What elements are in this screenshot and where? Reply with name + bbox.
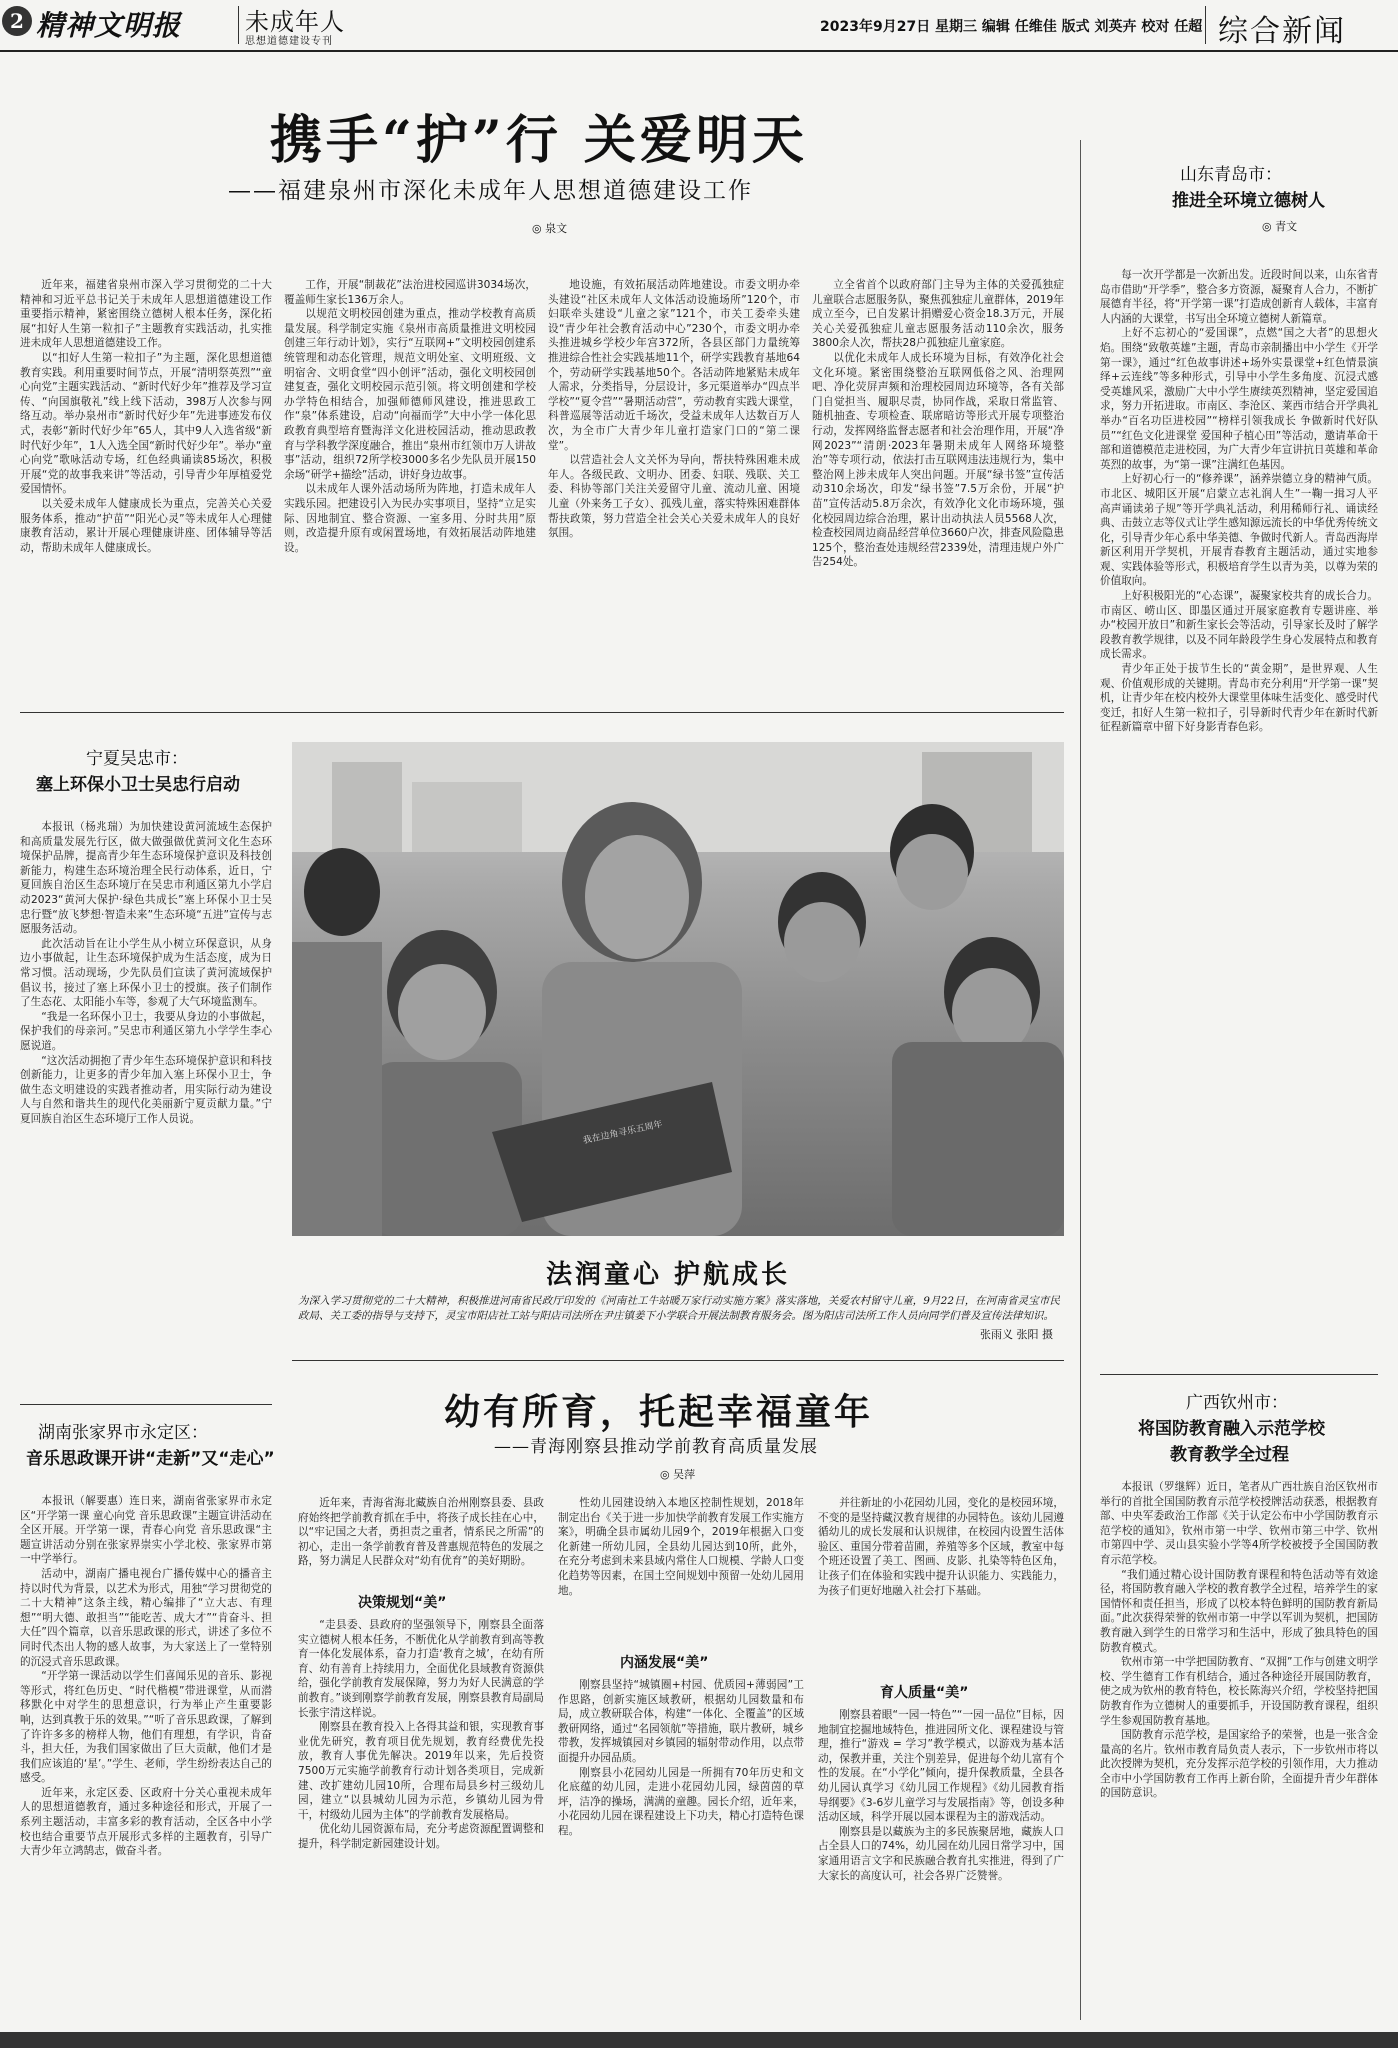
ningxia-body <box>20 820 272 1396</box>
guangxi-head-2b: 教育教学全过程 <box>1170 1445 1289 1465</box>
paragraph: 钦州市第一中学把国防教育、“双拥”工作与创建文明学校、学生德育工作有机结合，通过各种途径开展国防教育，使之成为钦州的教育特色，校长陈海兴介绍，学校坚持把国防教育作为立德树人的重要抓手，开设国防教育课程，组织学生参观国防教育基地。 <box>1100 1656 1378 1727</box>
guangxi-top-rule <box>1100 1374 1378 1375</box>
qinghai-top-rule <box>292 1360 1064 1361</box>
section-divider <box>1205 6 1206 44</box>
paragraph: 刚察县在教育投入上各得其益和银，实现教育事业优先研究，教育项目优先规划，教育经费优先投放，教育人事优先解决。2019年以来，先后投资7500万元实施学前教育行动计划各类项目，完成新建、改扩建幼儿园10所，合理布局县乡村三级幼儿园，建立“以县城幼儿园为示范，乡镇幼儿园为骨干，村级幼儿园为主体”的学前教育发展格局。 <box>298 1721 544 1821</box>
lead-title: 携手“护”行 关爱明天 <box>270 110 808 171</box>
column-brand: 未成年人 <box>245 8 345 36</box>
qinghai-col3-body <box>818 1708 1064 2028</box>
paragraph: 以关爱未成年人健康成长为重点，完善关心关爱服务体系，推动“护苗”“阳光心灵”等未成年人心理健康教育活动，累计开展心理健康讲座、团体辅导等活动，帮助未成年人健康成长。 <box>20 497 272 554</box>
paragraph: 本报讯（杨兆瑞）为加快建设黄河流域生态保护和高质量发展先行区，做大做强做优黄河文化生态环境保护品牌，提高青少年生态环境保护意识及科技创新能力，构建生态环境治理全民行动体系，近日，宁夏回族自治区生态环境厅在吴忠市利通区第九小学启动2023“黄河大保护·绿色共成长”塞上环保小卫士吴忠行暨“放飞梦想·智造未来”生态环境“五进”宣传与志愿服务活动。 <box>20 821 272 936</box>
paragraph: 近年来，福建省泉州市深入学习贯彻党的二十大精神和习近平总书记关于未成年人思想道德建设工作重要指示精神，紧密围绕立德树人根本任务，深化拓展“扣好人生第一粒扣子”主题教育实践活动，扎实推进未成年人思想道德建设工作。 <box>20 279 272 350</box>
paragraph: “我是一名环保小卫士，我要从身边的小事做起，保护我们的母亲河。”吴忠市利通区第九小学学生李心愿说道。 <box>20 1010 272 1052</box>
shandong-byline: ◎ 青文 <box>1262 220 1298 233</box>
hunan-top-rule <box>20 1404 272 1405</box>
page-footer-bar <box>0 2032 1398 2048</box>
paragraph: 每一次开学都是一次新出发。近段时间以来，山东省青岛市借助“开学季”，整合多方资源，凝聚育人合力，不断扩展德育半径，将“开学第一课”打造成创新育人载体，丰富育人内涵的大课堂，书写出全环境立德树人新篇章。 <box>1100 269 1378 325</box>
photo-illustration <box>292 742 1064 1236</box>
news-photo <box>292 742 1064 1236</box>
shandong-head-1: 山东青岛市： <box>1180 165 1282 185</box>
paragraph: 以营造社会人文关怀为导向，帮扶特殊困难未成年人。各级民政、文明办、团委、妇联、残联、关工委、科协等部门关注关爱留守儿童、流动儿童、困境儿童（外来务工子女）、孤残儿童，落实特殊困难群体帮扶政策，努力营造全社会关心关爱未成年人的良好氛围。 <box>548 454 800 540</box>
guangxi-head-1: 广西钦州市： <box>1186 1393 1288 1413</box>
masthead <box>0 0 1398 52</box>
hunan-head-2: 音乐思政课开讲“走新”又“走心” <box>26 1449 275 1469</box>
hunan-head-1: 湖南张家界市永定区： <box>38 1423 208 1443</box>
paragraph: 近年来，永定区委、区政府十分关心重视未成年人的思想道德教育，通过多种途径和形式，开展了一系列主题活动，丰富多彩的教育活动，全区各中小学校也结合重要节点开展形式多样的主题教育，引导广大青少年立鸿鹄志，做奋斗者。 <box>20 1786 272 1858</box>
guangxi-head-2a: 将国防教育融入示范学校 <box>1138 1419 1325 1439</box>
qinghai-title: 幼有所育，托起幸福童年 <box>444 1391 874 1433</box>
newspaper-brand: 精神文明报 <box>36 9 182 42</box>
lead-byline: ◎ 泉文 <box>532 222 568 235</box>
paragraph: 本报讯（解要惠）连日来，湖南省张家界市永定区“开学第一课 童心向党 音乐思政课”主题宣讲活动在全区开展。开学第一课，青春心向党 音乐思政课“主题宣讲活动分别在张家界崇实小学北校、张家界市第一中学举行。 <box>20 1495 272 1566</box>
paragraph: 工作，开展“制裁花”法治进校园巡讲3034场次，覆盖师生家长136万余人。 <box>284 279 536 306</box>
ningxia-head-1: 宁夏吴忠市： <box>86 749 188 769</box>
paragraph: 立全省首个以政府部门主导为主体的关爱孤独症儿童联合志愿服务队，聚焦孤独症儿童群体，2019年成立至今，已自发累计捐赠爱心资金18.3万元，开展关心关爱孤独症儿童志愿服务活动110余次，服务3800余人次，帮扶28户孤独症儿童家庭。 <box>812 279 1064 350</box>
qinghai-col1-top <box>298 1496 544 1586</box>
paragraph: “走县委、县政府的坚强领导下，刚察县全面落实立德树人根本任务，不断优化从学前教育到高等教育一体化发展体系，奋力打造‘教育之城’，在幼有所育、幼有善育上持续用力，全面优化县域教育资源供给，强化学前教育发展保障，努力为好人民满意的学前教育。”谈到刚察学前教育发展，刚察县教育局副局长张宇清这样说。 <box>298 1619 544 1719</box>
page-number: 2 <box>2 6 32 36</box>
qinghai-col2-body <box>558 1678 804 2028</box>
photo-caption-title: 法润童心 护航成长 <box>546 1260 791 1290</box>
paragraph: 国防教育示范学校，是国家给予的荣誉，也是一张含金量高的名片。钦州市教育局负责人表示，下一步钦州市将以此次授牌为契机，充分发挥示范学校的引领作用，大力推动全市中小学国防教育工作再上新台阶，全面提升青少年群体的国防意识。 <box>1100 1729 1378 1800</box>
masthead-divider <box>238 6 239 44</box>
lead-subtitle: ——福建泉州市深化未成年人思想道德建设工作 <box>228 178 753 204</box>
paragraph: 本报讯（罗继辉）近日，笔者从广西壮族自治区钦州市举行的首批全国国防教育示范学校授牌活动获悉，根据教育部、中央军委政治工作部《关于认定公布中小学国防教育示范学校的通知》，钦州市第一中学、钦州市第三中学、钦州市第四中学、灵山县实验小学等4所学校被授予全国国防教育示范学校。 <box>1100 1481 1378 1566</box>
paragraph: 上好不忘初心的“爱国课”，点燃“国之大者”的思想火焰。围绕“致敬英雄”主题，青岛市亲制播出中小学生《开学第一课》，通过“红色故事讲述+场外实景课堂+红色情景演绎+云连线”等多种形式，引导中小学生多角度、沉浸式感受英雄风采，激励广大中小学生赓续英烈精神，坚定爱国追求，努力开拓进取。市南区、李沧区、莱西市结合开学典礼举办“百名功臣进校园”“榜样引领我成长 争做新时代好队员”“红色文化进课堂 爱国种子植心田”等活动，邀请革命干部和道德模范走进校园，为广大青少年宣讲抗日英雄和革命英烈的故事，为“第一课”注满红色基因。 <box>1100 327 1378 471</box>
paragraph: 近年来，青海省海北藏族自治州刚察县委、县政府始终把学前教育抓在手中，将孩子成长挂在心中，以“牢记国之大者，勇担责之重者，情系民之所需”的初心，走出一条学前教育普及普惠规范特色的发展之路，努力满足人民群众对“幼有优育”的美好期盼。 <box>298 1497 544 1568</box>
paragraph: 上好初心行一的“修养课”，涵养崇德立身的精神气质。市北区、城阳区开展“启蒙立志礼润人生”一鞠一揖习人平 高声诵读弟子规”等开学典礼活动，利用稀师行礼、诵读经典、击鼓立志等仪式让学生感知源远流长的中华优秀传统文化，引导青少年心系中华美德、争做时代新人。青岛西海岸新区利用开学契机，开展青春教育主题活动，通过实地参观、实践体验等形式，积极培育学生以青为美，以尊为荣的价值取向。 <box>1100 473 1378 588</box>
paragraph: 刚察县是以藏族为主的多民族聚居地，藏族人口占全县人口的74%，幼儿园在幼儿园日常学习中，国家通用语言文字和民族融合教育扎实推进，得到了广大家长的高度认可，社会各界广泛赞誉。 <box>818 1825 1064 1882</box>
shandong-body <box>1100 268 1378 1366</box>
shandong-head-2: 推进全环境立德树人 <box>1172 191 1325 211</box>
paragraph: “这次活动拥抱了青少年生态环境保护意识和科技创新能力，让更多的青少年加入塞上环保小卫士，争做生态文明建设的实践者推动者，用实际行动为建设人与自然和谐共生的现代化美丽新宁夏贡献力量。”宁夏回族自治区生态环境厅工作人员说。 <box>20 1054 272 1125</box>
paragraph: 并往新址的小花园幼儿园，变化的是校园环境，不变的是坚持藏汉教育规律的办园特色。该幼儿园遵循幼儿的成长发展和认识规律，在校园内设置生活体验区、重国分带着苗圃，养殖等多个区域，教室中每个班还设置了美工、图画、皮影、扎染等特色区角，让孩子们在体验和实践中提升认识能力、实践能力，为孩子们更好地融入社会打下基础。 <box>818 1497 1064 1597</box>
hunan-body <box>20 1494 272 2026</box>
paragraph: 活动中，湖南广播电视台广播传媒中心的播音主持以时代为背景，以艺术为形式，用独“学习贯彻党的二十大精神”这条主线，精心编排了“立大志、有理想”“明大德、敢担当”“能吃苦、成大才”“肯奋斗、担大任”四个篇章，以音乐思政课的形式，讲述了多位不同时代杰出人物的感人故事，为大家送上了一堂特别的沉浸式音乐思政课。 <box>20 1567 272 1668</box>
photo-caption: 为深入学习贯彻党的二十大精神，积极推进河南省民政厅印发的《河南社工牛站暖万家行动实施方案》落实落地，关爱农村留守儿童，9月22日，在河南省灵宝市民政局、关工委的指导与支持下，灵宝市阳店社工站与阳店司法所在尹庄镇姜下小学联合开展法制教育服务会。图为阳店司法所工作人员向同学们普及宣传法律知识。 <box>298 1295 1060 1322</box>
paragraph: 优化幼儿园资源布局，充分考虑资源配置调整和提升，科学制定新园建设计划。 <box>298 1823 544 1850</box>
column-brand-note: 思想道德建设专刊 <box>245 36 333 47</box>
lead-bottom-rule <box>20 712 1064 713</box>
guangxi-body <box>1100 1480 1378 2026</box>
qinghai-byline: ◎ 吴萍 <box>660 1468 696 1481</box>
paragraph: 刚察县着眼“一园一特色”“一园一品位”目标，因地制宜挖掘地域特色，推进园所文化、课程建设与管理，推行“游戏 = 学习”教学模式，以游戏为基本活动，保教并重，关注个别差异，促进每个幼儿富有个性的发展。在“小学化”倾向，提升保教质量，全县各幼儿园认真学习《幼儿园工作规程》《幼儿园教育指导纲要》《3-6岁儿童学习与发展指南》等，创设多种活动区域，科学开展以园本课程为主的游戏活动。 <box>818 1709 1064 1824</box>
ningxia-head-2: 塞上环保小卫士吴忠行启动 <box>36 775 240 795</box>
paragraph: 此次活动旨在让小学生从小树立环保意识，从身边小事做起，让生态环境保护成为生活态度，成为日常习惯。活动现场，少先队员们宣读了黄河流域保护倡议书，接过了塞上环保小卫士的授旗。孩子们制作了生态花、太阳能小车等，参观了大气环境监测车。 <box>20 937 272 1009</box>
right-column-divider <box>1080 140 1081 2020</box>
qinghai-col3-top <box>818 1496 1064 1672</box>
paragraph: 以未成年人课外活动场所为阵地，打造未成年人实践乐园。把建设引入为民办实事项目，坚持“立足实际、因地制宜、整合资源、一室多用、分时共用”原则，改造提升原有或闲置场地，有效拓展活动阵地建设。 <box>284 483 536 554</box>
lead-column-4 <box>812 278 1064 700</box>
paragraph: 性幼儿园建设纳入本地区控制性规划，2018年制定出台《关于进一步加快学前教育发展工作实施方案》，明确全县市属幼儿园9个，2019年根据入口变化新建一所幼儿园，全县幼儿园达到10所，此外，在充分考虑到未来县域内常住人口规模、学龄人口变化趋势等因素，在国土空间规划中预留一处幼儿园用地。 <box>558 1497 804 1597</box>
lead-column-1 <box>20 278 272 700</box>
qinghai-col2-top <box>558 1496 804 1646</box>
paragraph: 以“扣好人生第一粒扣子”为主题，深化思想道德教育实践。利用重要时间节点，开展“清明祭英烈”“童心向党”主题实践活动、“新时代好少年”推荐及学习宣传、“向国旗敬礼”线上线下活动，398万人次参与网络互动。举办泉州市“新时代好少年”先进事迹发布仪式，表彰“新时代好少年”65人，其中9人入选省级“新时代好少年”，1人入选全国“新时代好少年”。举办“童心向党”歌咏活动专场，红色经典诵读85场次，积极开展“党的故事我来讲”等活动，引导青少年厚植爱党爱国情怀。 <box>20 351 272 496</box>
paragraph: 青少年正处于拔节生长的“黄金期”，是世界观、人生观、价值观形成的关键期。青岛市充分利用“开学第一课”契机，让青少年在校内校外大课堂里体味生活变化、感受时代变迁，扣好人生第一粒扣子，引导新时代青少年在新时代新征程新篇章中留下好身影青春色彩。 <box>1100 663 1378 734</box>
issue-meta: 2023年9月27日 星期三 编辑 任维佳 版式 刘英卉 校对 任超 <box>820 19 1203 35</box>
paragraph: “我们通过精心设计国防教育课程和特色活动等有效途径，将国防教育融入学校的教育教学全过程，培养学生的家国情怀和责任担当，形成了以校本特色鲜明的国防教育新局面。”此次获得荣誉的钦州市第一中学以军训为契机，把国防教育融入到学生的日常学习和生活中，形成了独具特色的国防教育模式。 <box>1100 1568 1378 1654</box>
book-cover-text: 我在边角寻乐五周年 <box>582 1119 664 1147</box>
lead-column-2 <box>284 278 536 700</box>
paragraph: “开学第一课活动以学生们喜闻乐见的音乐、影视等形式，将红色历史、“时代楷模”带进课堂，从而潜移默化中对学生的思想意识，行为举止产生重要影响，达到真教于乐的效果。”“听了音乐思政课，了解到了许许多多的榜样人物，他们有理想，有学识，肯奋斗，担大任，为我们国家做出了巨大贡献，他们才是我们应该追的‘星’。”学生、老师，学生纷纷表达自己的感受。 <box>20 1670 272 1785</box>
qinghai-subhead-3: 育人质量“美” <box>880 1685 969 1701</box>
paragraph: 以优化未成年人成长环境为目标，有效净化社会文化环境。紧密围绕整治互联网低俗之风、治理网吧、净化荧屏声频和治理校园周边环境等，各有关部门自觉担当、履职尽责，协同作战，采取日常监管、随机抽查、专项检查、联席暗访等形式开展专项整治行动，发挥网络监督志愿者和社会治理作用，开展“净网2023”“清朗·2023年暑期未成年人网络环境整治”等专项行动，依法打击互联网违法违规行为，集中整治网上涉未成年人突出问题。开展“绿书签”宣传活动310余场次，印发“绿书签”7.5万余份，开展“护苗”宣传活动5.8万余次，有效净化文化市场环境，强化校园周边综合治理，累计出动执法人员5568人次，检查校园周边商品经营单位3660户次，排查风险隐患125个，整治查处违规经营2339处，清理违规户外广告254处。 <box>812 351 1064 569</box>
paragraph: 以规范文明校园创建为重点，推动学校教育高质量发展。科学制定实施《泉州市高质量推进文明校园创建三年行动计划》，实行“互联网+”文明校园创建系统管理和动态化管理，规范文明处室、文明班级、文明宿舍、文明食堂“四小创评”活动，强化文明校园创建复查，强化文明校园示范引领。将文明创建和学校办学特色相结合，加强师德师风建设，推进思政工作“泉”体系建设，启动“向福而学”大中小学一体化思政教育典型培育暨海洋文化进校园活动，推动思政教育与学科教学深度融合，推出“泉州市红领巾万人讲故事”活动，组织72所学校3000多名少先队员开展150余场“研学+描绘”活动，讲好身边故事。 <box>284 308 536 481</box>
paragraph: 刚察县小花园幼儿园是一所拥有70年历史和文化底蕴的幼儿园，走进小花园幼儿园，绿茵茵的草坪，洁净的操场，满满的童趣。园长介绍，近年来，小花园幼儿园在课程建设上下功夫，精心打造特色课程。 <box>558 1766 804 1837</box>
qinghai-subtitle: ——青海刚察县推动学前教育高质量发展 <box>494 1437 818 1457</box>
qinghai-subhead-1: 决策规划“美” <box>358 1595 447 1611</box>
paragraph: 刚察县坚持“城镇圈+村园、优质园+薄弱园”工作思路，创新实施区域教研，根据幼儿园数量和布局，成立教研联合体，构建“一体化、全覆盖”的区域教研网络，通过“名园领航”等措施，联片教研，城乡带教，发挥城镇园对乡镇园的辐射带动作用，以点带面提升办园品质。 <box>558 1679 804 1764</box>
photo-credit: 张雨义 张阳 摄 <box>974 1326 1053 1342</box>
paragraph: 上好积极阳光的“心态课”，凝聚家校共育的成长合力。市南区、崂山区、即墨区通过开展家庭教育专题讲座、举办“校园开放日”和新生家长会等活动，引导家长及时了解学段教育教学规律，以及不同年龄段学生身心发展特点和教育成长需求。 <box>1100 590 1378 661</box>
qinghai-col1-body <box>298 1618 544 2028</box>
section-title: 综合新闻 <box>1218 14 1346 49</box>
paragraph: 地设施，有效拓展活动阵地建设。市委文明办牵头建设“社区未成年人文体活动设施场所”120个，市妇联牵头建设“儿童之家”121个，市关工委牵头建设“青少年社会教育活动中心”230个，市委文明办牵头推进城乡学校少年宫372所，各县区部门力量统筹推进综合性社会实践基地11个，研学实践教育基地64个，劳动研学实践基地50个。各活动阵地紧贴未成年人需求，分类指导，分层设计，多元渠道举办“四点半学校”“夏令营”“暑期活动营”，劳动教育实践大课堂，科普巡展等活动近千场次，受益未成年人达数百万人次，为全市广大青少年儿童打造家门口的“第二课堂”。 <box>548 279 800 452</box>
qinghai-subhead-2: 内涵发展“美” <box>620 1655 709 1671</box>
lead-column-3 <box>548 278 800 700</box>
